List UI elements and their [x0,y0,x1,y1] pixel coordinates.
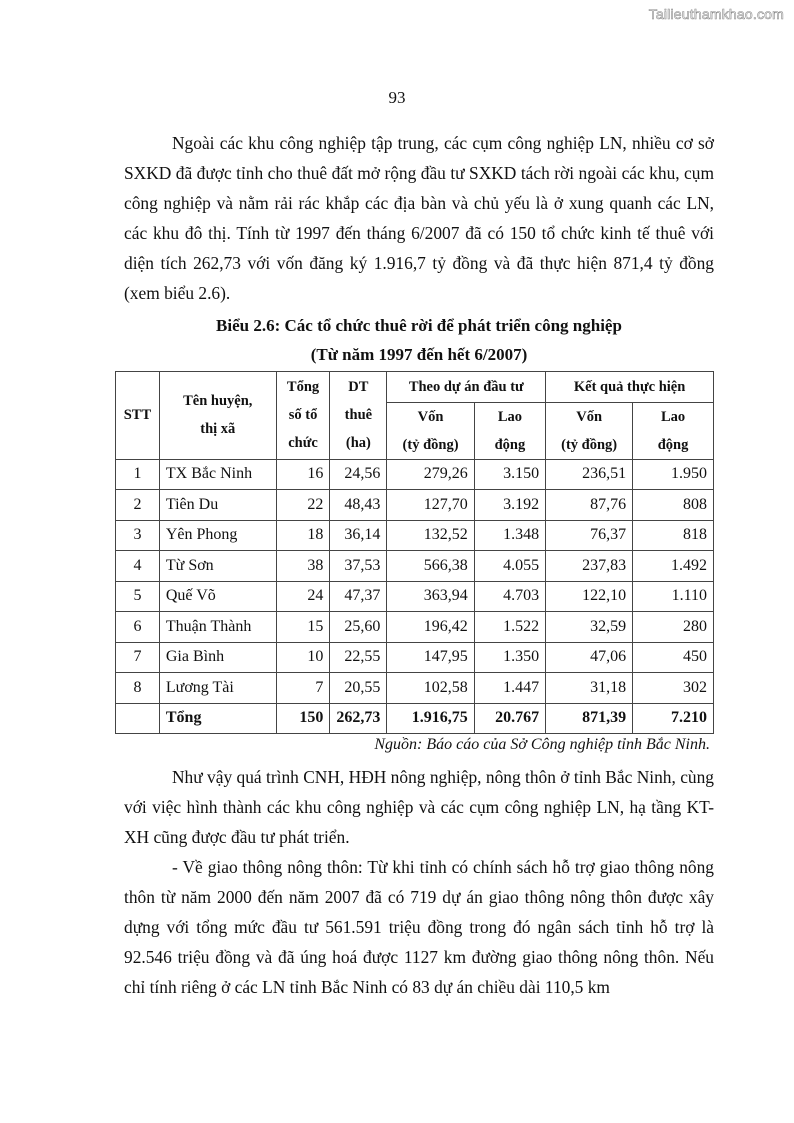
header-orgs-line3: chức [288,435,318,452]
header-result-capital-line1: Vốn [576,408,603,425]
cell-area: 48,43 [330,490,387,521]
cell-orgs: 7 [276,673,330,704]
cell-orgs: 15 [276,612,330,643]
cell-stt: 6 [116,612,160,643]
header-result-labor-line2: động [657,436,689,453]
cell-result-labor: 280 [633,612,714,643]
cell-district: Tiên Du [159,490,276,521]
cell-project-capital: 363,94 [387,581,474,612]
cell-result-labor: 808 [633,490,714,521]
table-header-row [116,372,714,403]
header-project-labor-line1: Lao [497,408,523,425]
header-orgs-line2: số tổ [288,407,318,424]
cell-area: 47,37 [330,581,387,612]
cell-project-capital: 127,70 [387,490,474,521]
cell-project-labor: 4.055 [474,551,545,582]
cell-result-labor: 1.950 [633,459,714,490]
cell-result-capital: 76,37 [546,520,633,551]
header-result-capital-line2: (tỷ đồng) [561,436,618,453]
table-row [116,612,714,643]
header-area-line3: (ha) [345,435,371,452]
rental-organizations-table [115,371,714,734]
table-row [116,490,714,521]
cell-result-labor: 450 [633,642,714,673]
cell-area: 25,60 [330,612,387,643]
cell-district: TX Bắc Ninh [159,459,276,490]
table-total-row [116,703,714,734]
cell-district: Từ Sơn [159,551,276,582]
cell-orgs: 24 [276,581,330,612]
cell-stt: 5 [116,581,160,612]
paragraph-development: Như vậy quá trình CNH, HĐH nông nghiệp, nông thôn ở tỉnh Bắc Ninh, cùng với việc hình thành các khu công nghiệp và các cụm công nghiệp LN, hạ tầng KT-XH cũng được đầu tư phát triển. [124,767,714,847]
header-stt: STT [116,372,160,460]
table-caption-title: Biểu 2.6: Các tổ chức thuê rời để phát triển công nghiệp [216,316,622,335]
header-district-line1: Tên huyện, [183,393,253,410]
header-project-labor-line2: động [494,436,526,453]
table-row [116,551,714,582]
header-result-labor [633,402,714,459]
cell-project-capital: 102,58 [387,673,474,704]
cell-total-result-capital: 871,39 [546,703,633,734]
cell-total-orgs: 150 [276,703,330,734]
cell-project-labor: 1.348 [474,520,545,551]
table-row [116,673,714,704]
header-result-labor-line1: Lao [660,408,686,425]
paragraph-rural-transport: - Về giao thông nông thôn: Từ khi tỉnh có chính sách hỗ trợ giao thông nông thôn từ năm 2000 đến năm 2007 đã có 719 dự án giao thông nông thôn được xây dựng với tổng mức đầu tư 561.591 triệu đồng trong đó ngân sách tỉnh hỗ trợ là 92.546 triệu đồng và đã úng hoá được 1127 km đường giao thông nông thôn. Nếu chỉ tính riêng ở các LN tỉnh Bắc Ninh có 83 dự án chiều dài 110,5 km [124,857,714,997]
cell-area: 24,56 [330,459,387,490]
header-project-capital [387,402,474,459]
cell-project-labor: 3.192 [474,490,545,521]
cell-total-project-labor: 20.767 [474,703,545,734]
cell-total-area: 262,73 [330,703,387,734]
header-project-capital-line1: Vốn [417,408,444,425]
cell-area: 37,53 [330,551,387,582]
cell-stt: 7 [116,642,160,673]
header-result-group: Kết quả thực hiện [546,372,714,403]
table-row [116,581,714,612]
cell-result-capital: 47,06 [546,642,633,673]
cell-result-labor: 302 [633,673,714,704]
header-orgs [276,372,330,460]
cell-result-capital: 237,83 [546,551,633,582]
cell-area: 22,55 [330,642,387,673]
cell-result-capital: 236,51 [546,459,633,490]
cell-stt: 4 [116,551,160,582]
cell-total-project-capital: 1.916,75 [387,703,474,734]
cell-project-capital: 566,38 [387,551,474,582]
cell-district: Yên Phong [159,520,276,551]
watermark: Tailieuthamkhao.com [648,6,784,22]
cell-result-capital: 87,76 [546,490,633,521]
cell-total-label: Tổng [159,703,276,734]
paragraph-intro: Ngoài các khu công nghiệp tập trung, các cụm công nghiệp LN, nhiều cơ sở SXKD đã được tỉnh cho thuê đất mở rộng đầu tư SXKD tách rời ngoài các khu, cụm công nghiệp và nằm rải rác khắp các địa bàn và chủ yếu là ở xung quanh các LN, các khu đô thị. Tính từ 1997 đến tháng 6/2007 đã có 150 tổ chức kinh tế thuê với diện tích 262,73 với vốn đăng ký 1.916,7 tỷ đồng và đã thực hiện 871,4 tỷ đồng (xem biểu 2.6). [124,133,714,303]
cell-orgs: 38 [276,551,330,582]
header-district [159,372,276,460]
cell-stt: 2 [116,490,160,521]
header-orgs-line1: Tổng [286,379,320,396]
table-source-note: Nguồn: Báo cáo của Sở Công nghiệp tỉnh Bắc Ninh. [374,736,710,753]
cell-result-labor: 1.492 [633,551,714,582]
header-result-capital [546,402,633,459]
table-row [116,520,714,551]
cell-project-capital: 132,52 [387,520,474,551]
cell-project-labor: 3.150 [474,459,545,490]
cell-project-labor: 1.350 [474,642,545,673]
cell-result-labor: 1.110 [633,581,714,612]
header-area-line2: thuê [344,407,373,424]
cell-project-capital: 147,95 [387,642,474,673]
header-project-group: Theo dự án đầu tư [387,372,546,403]
cell-result-capital: 32,59 [546,612,633,643]
table-caption-subtitle: (Từ năm 1997 đến hết 6/2007) [310,345,528,364]
table-row [116,459,714,490]
cell-total-result-labor: 7.210 [633,703,714,734]
header-area [330,372,387,460]
cell-stt: 3 [116,520,160,551]
header-district-line2: thị xã [200,421,236,438]
cell-project-capital: 279,26 [387,459,474,490]
cell-orgs: 18 [276,520,330,551]
cell-stt: 8 [116,673,160,704]
cell-project-capital: 196,42 [387,612,474,643]
cell-project-labor: 4.703 [474,581,545,612]
cell-orgs: 16 [276,459,330,490]
cell-project-labor: 1.522 [474,612,545,643]
cell-stt-empty [116,703,160,734]
table-row [116,642,714,673]
cell-area: 20,55 [330,673,387,704]
cell-result-capital: 122,10 [546,581,633,612]
cell-stt: 1 [116,459,160,490]
header-project-capital-line2: (tỷ đồng) [402,436,459,453]
cell-district: Quế Võ [159,581,276,612]
header-area-line1: DT [348,379,369,396]
cell-area: 36,14 [330,520,387,551]
cell-project-labor: 1.447 [474,673,545,704]
cell-orgs: 22 [276,490,330,521]
cell-district: Lương Tài [159,673,276,704]
cell-orgs: 10 [276,642,330,673]
cell-result-labor: 818 [633,520,714,551]
cell-district: Gia Bình [159,642,276,673]
page-number: 93 [388,88,406,107]
header-project-labor [474,402,545,459]
cell-result-capital: 31,18 [546,673,633,704]
cell-district: Thuận Thành [159,612,276,643]
